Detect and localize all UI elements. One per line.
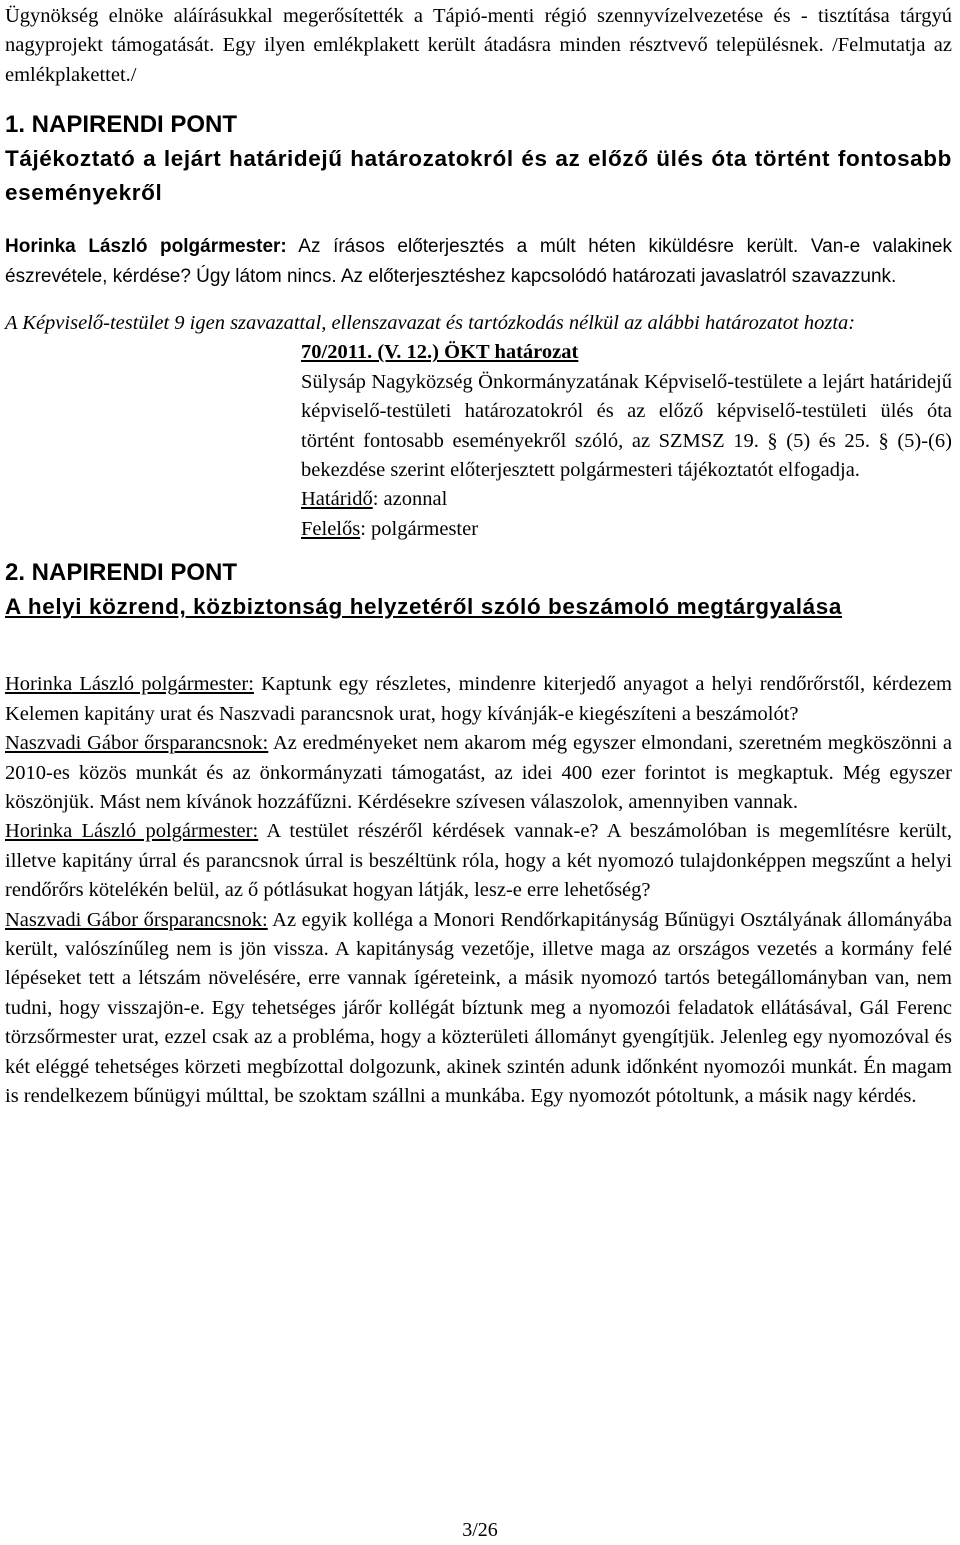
speech-text: Kaptunk egy részletes, mindenre kiterjedő anyagot a helyi rendőrőrstől, kérdezem Kelemen kapitány urat és Naszvadi parancsnok urat, hogy kívánják-e kiegészíteni a beszámolót? — [5, 673, 952, 725]
speech-text: Az eredményeket nem akarom még egyszer elmondani, szeretném megköszönni a 2010-es közös munkát és az önkormányzati támogatást, az idei 400 ezer forintot is megkaptuk. Még egyszer köszönjük. Mást nem kívánok hozzáfűzni. Kérdésekre szívesen válaszolok, amennyiben vannak. — [5, 732, 953, 813]
speaker-name: Naszvadi Gábor őrsparancsnok: — [5, 908, 268, 931]
discussion-paragraph — [5, 817, 952, 905]
responsible-label: Felelős — [301, 517, 361, 540]
speech-text: Az írásos előterjesztés a múlt héten kiküldésre került. Van-e valakinek észrevétele, kérdése? Úgy látom nincs. Az előterjesztéshez kapcsolódó határozati javaslatról szavazzunk. — [5, 236, 953, 287]
speaker-name: Naszvadi Gábor őrsparancsnok: — [5, 732, 269, 755]
agenda-1-speech — [5, 232, 952, 291]
discussion-paragraph — [5, 729, 952, 817]
agenda-2-number: 2. NAPIRENDI PONT — [5, 559, 238, 587]
speaker-name: Horinka László polgármester: — [5, 820, 259, 843]
responsible-value: : polgármester — [360, 517, 479, 540]
page-number: 3/26 — [462, 1519, 498, 1541]
agenda-2-discussion — [5, 670, 952, 1111]
agenda-1-title: Tájékoztató a lejárt határidejű határozatokról és az előző ülés óta történt fontosabb eseményekről — [5, 146, 952, 206]
resolution-block — [301, 338, 952, 544]
agenda-2-title: A helyi közrend, közbiztonság helyzetéről szóló beszámoló megtárgyalása — [5, 594, 842, 620]
resolution-body: Sülysáp Nagyközség Önkormányzatának Képviselő-testülete a lejárt határidejű képviselő-testületi határozatokról és az előző képviselő-testületi ülés óta történt fontosabb eseményekről szóló, az SZMSZ 19. § (5) és 25. § (5)-(6) bekezdése szerint előterjesztett polgármesteri tájékoztatót elfogadja. — [301, 370, 952, 482]
deadline-label: Határidő — [301, 488, 373, 511]
intro-paragraph: Ügynökség elnöke aláírásukkal megerősítették a Tápió-menti régió szennyvízelvezetése és - tisztítása tárgyú nagyprojekt támogatását. Egy ilyen emlékplakett került átadásra minden résztvevő településnek. /Felmutatja az emlékplakettet./ — [5, 5, 952, 86]
agenda-1-number: 1. NAPIRENDI PONT — [5, 111, 238, 139]
discussion-paragraph — [5, 670, 952, 729]
speaker-name: Horinka László polgármester: — [5, 673, 254, 696]
discussion-paragraph — [5, 906, 952, 1112]
resolution-deadline — [301, 485, 952, 514]
speaker-name: Horinka László polgármester: — [5, 236, 287, 258]
vote-result: A Képviselő-testület 9 igen szavazattal, ellenszavazat és tartózkodás nélkül az alábbi határozatot hozta: — [5, 312, 856, 335]
speech-text: Az egyik kolléga a Monori Rendőrkapitányság Bűnügyi Osztályának állományába került, valószínűleg nem is jön vissza. A kapitányság vezetője, illetve maga az országos vezetés a kormány felé lépéseket tett a létszám növelésére, erre vannak ígéreteink, a másik nyomozó tartós betegállományban van, nem tudni, hogy visszajön-e. Egy tehetséges járőr kollégát bíztunk meg a nyomozói feladatok ellátásával, Gál Ferenc törzsőrmester urat, ezzel csak az a probléma, hogy a közterületi állományt gyengítjük. Jelenleg egy nyomozóval és két eléggé tehetséges körzeti megbízottal dolgozunk, akinek szintén adunk időnként nyomozói munkát. Én magam is rendelkezem bűnügyi múlttal, be szoktam szállni a munkába. Egy nyomozót pótoltunk, a másik nagy kérdés. — [5, 908, 952, 1107]
speech-text: A testület részéről kérdések vannak-e? A beszámolóban is megemlítésre került, illetve kapitány úrral és parancsnok úrral is beszéltünk róla, hogy a két nyomozó tulajdonképpen megszűnt a helyi rendőrőrs kötelékén belül, az ő pótlásukat hogyan látják, lesz-e erre lehetőség? — [5, 820, 953, 902]
resolution-responsible — [301, 515, 952, 544]
resolution-title: 70/2011. (V. 12.) ÖKT határozat — [301, 341, 579, 364]
deadline-value: : azonnal — [372, 488, 448, 511]
